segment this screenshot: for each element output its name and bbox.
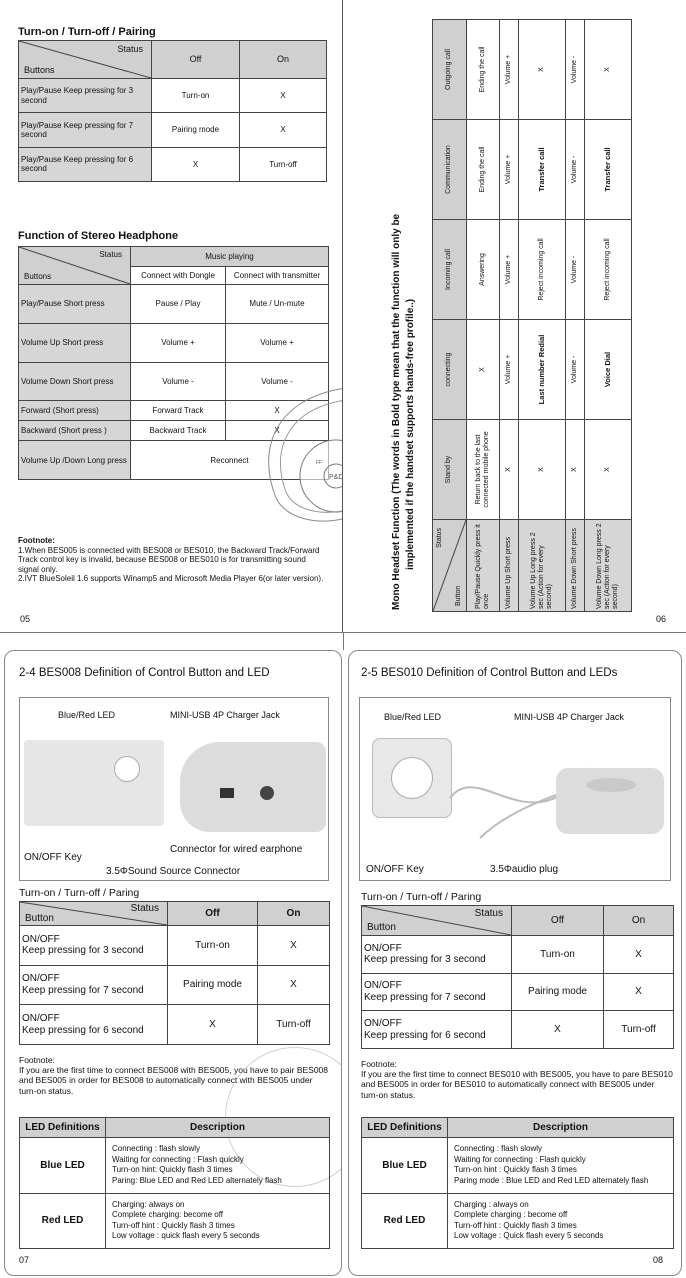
cell-transmitter: Volume - <box>226 362 329 401</box>
row-button <box>20 965 168 1005</box>
onoff-key-shape <box>114 756 140 782</box>
row-button: Play/Pause Keep pressing for 3 second <box>19 79 152 113</box>
row-button <box>362 1011 512 1049</box>
header-standby: Stand by <box>433 420 467 520</box>
mono-title-line2: implemented if the handset supports hands-free profile..) <box>404 298 416 570</box>
led-description <box>448 1193 674 1249</box>
cell-transmitter: X <box>226 421 329 441</box>
row-button: Volume Down Short press <box>565 520 584 612</box>
bes010-led-table <box>361 1117 674 1249</box>
cell: Ending the call <box>467 120 500 220</box>
row-button: Play/Pause Keep pressing for 7 second <box>19 113 152 147</box>
cell-transmitter: Volume + <box>226 323 329 362</box>
led-name: Blue LED <box>20 1138 106 1194</box>
cell-dongle: Forward Track <box>131 401 226 421</box>
led-name: Red LED <box>362 1193 448 1249</box>
led-desc-line: Connecting : flash slowly <box>112 1144 201 1154</box>
led-desc-line: Turn-off hint : Quickly flash 3 times <box>112 1220 235 1230</box>
row-line1: ON/OFF <box>22 1013 60 1025</box>
page-number: 08 <box>653 1255 664 1265</box>
led-name: Red LED <box>20 1193 106 1249</box>
row-line1: ON/OFF <box>364 1018 402 1030</box>
header-off: Off <box>168 902 258 926</box>
cell-on: X <box>604 936 674 974</box>
row-button: Play/Pause Short press <box>19 285 131 324</box>
row-line2: Keep pressing for 6 second <box>364 1029 486 1041</box>
row-line2: Keep pressing for 7 second <box>364 991 486 1003</box>
header-button: Button <box>367 921 396 933</box>
diagonal-header-cell <box>20 902 168 926</box>
header-status: Status <box>436 528 443 548</box>
cell: Volume + <box>500 220 519 320</box>
header-led-definitions: LED Definitions <box>20 1118 106 1138</box>
led-desc-line: Paring: Blue LED and Red LED alternately flash <box>112 1175 282 1185</box>
ff-label: FF <box>316 460 323 466</box>
diagonal-header-cell <box>19 41 152 79</box>
label-mini-usb: MINI-USB 4P Charger Jack <box>170 710 280 720</box>
led-desc-line: Connecting : flash slowly <box>454 1144 543 1154</box>
cell: Ending the call <box>467 20 500 120</box>
row-line2: Keep pressing for 3 second <box>22 945 144 957</box>
cell-off: Pairing mode <box>168 965 258 1005</box>
header-connecting: connecting <box>433 320 467 420</box>
row-button <box>20 1005 168 1045</box>
cell: Volume - <box>565 220 584 320</box>
cell-on: X <box>240 79 327 113</box>
pbd-label: P&D <box>329 474 344 481</box>
cell: Volume + <box>500 20 519 120</box>
page-08 <box>348 650 682 1276</box>
label-onoff-key: ON/OFF Key <box>24 852 82 863</box>
row-line1: ON/OFF <box>364 942 402 954</box>
bes008-led-table <box>19 1117 330 1249</box>
footnote <box>18 536 328 584</box>
footnote-text: If you are the first time to connect BES010 with BES005, you have to pare BES010 and BES005 in order for BES010 to automatically connect with BES005 under turn-on status. <box>361 1069 673 1100</box>
cell: Reject incoming call <box>585 220 632 320</box>
cell: Return back to the last connected mobile phone <box>467 420 500 520</box>
label-mini-usb: MINI-USB 4P Charger Jack <box>514 712 624 722</box>
header-description: Description <box>106 1118 330 1138</box>
row-button: Volume Up /Down Long press <box>19 441 131 480</box>
cell: Volume + <box>500 320 519 420</box>
led-description <box>106 1138 330 1194</box>
cell-off: Turn-on <box>512 936 604 974</box>
footnote-title: Footnote: <box>19 1055 55 1065</box>
row-line1: ON/OFF <box>22 933 60 945</box>
header-on: On <box>604 906 674 936</box>
led-desc-line: Complete charging: become off <box>112 1210 224 1220</box>
header-status: Status <box>117 44 143 54</box>
led-desc-line: Low voltage : Quick flash every 5 seconds <box>454 1231 604 1241</box>
earphone-jack-shape <box>260 786 274 800</box>
mono-table-wrapper <box>432 20 632 612</box>
cell-bold: Transfer call <box>519 120 566 220</box>
cell-off: Pairing mode <box>512 973 604 1011</box>
header-status: Status <box>474 908 503 919</box>
cell: Volume + <box>500 120 519 220</box>
cell-dongle: Volume - <box>131 362 226 401</box>
row-button: Volume Up Long press 2 sec (Action for every second) <box>519 520 566 612</box>
cell: X <box>565 420 584 520</box>
usb-jack-shape <box>220 788 234 798</box>
bes010-pairing-table <box>361 905 674 1049</box>
cell: X <box>467 320 500 420</box>
row-button: Play/Pause Keep pressing for 6 second <box>19 147 152 181</box>
cell-on: Turn-off <box>240 147 327 181</box>
row-button <box>362 936 512 974</box>
led-desc-line: Low voltage : quick flash every 5 seconds <box>112 1231 260 1241</box>
cell-on: X <box>240 113 327 147</box>
header-music-playing: Music playing <box>131 247 329 267</box>
bes008-title: 2-4 BES008 Definition of Control Button and LED <box>19 667 270 679</box>
onoff-key-shape <box>391 757 433 799</box>
page-separator-vertical <box>343 632 344 650</box>
device-side-image <box>180 742 326 832</box>
header-buttons: Buttons <box>24 64 55 75</box>
led-description <box>448 1138 674 1194</box>
cell-off: X <box>512 1011 604 1049</box>
cell-bold: Transfer call <box>585 120 632 220</box>
header-status: Status <box>99 250 122 259</box>
cell: X <box>519 20 566 120</box>
cell: X <box>519 420 566 520</box>
cell-on: X <box>258 965 330 1005</box>
page-05 <box>0 0 343 632</box>
row-button <box>362 973 512 1011</box>
pairing-table-title: Turn-on / Turn-off / Pairing <box>18 26 156 38</box>
header-led-definitions: LED Definitions <box>362 1118 448 1138</box>
page-number: 05 <box>20 614 31 624</box>
device-top-button <box>586 778 636 792</box>
row-button: Volume Up Short press <box>19 323 131 362</box>
stereo-table-title: Function of Stereo Headphone <box>18 230 179 242</box>
row-line1: ON/OFF <box>364 980 402 992</box>
cell-bold: Last number Redial <box>519 320 566 420</box>
header-dongle: Connect with Dongle <box>131 267 226 285</box>
pairing-table <box>18 40 327 182</box>
row-line2: Keep pressing for 7 second <box>22 984 144 996</box>
led-desc-line: Turn-on hint: Quickly flash 3 times <box>112 1165 233 1175</box>
footnote-title: Footnote: <box>18 536 55 545</box>
cell: X <box>585 20 632 120</box>
page-07 <box>4 650 342 1276</box>
led-desc-line: Turn-on hint : Quickly flash 3 times <box>454 1165 577 1175</box>
cell-dongle: Volume + <box>131 323 226 362</box>
header-button: Button <box>454 585 462 606</box>
cell-off: X <box>168 1005 258 1045</box>
cell-on: X <box>258 926 330 966</box>
mono-headset-table <box>432 19 632 612</box>
row-line1: ON/OFF <box>22 973 60 985</box>
header-transmitter: Connect with transmitter <box>226 267 329 285</box>
row-button: Volume Down Long press 2 sec (Action for every second) <box>585 520 632 612</box>
cell-on: Turn-off <box>258 1005 330 1045</box>
cell: Answering <box>467 220 500 320</box>
page-number: 06 <box>656 614 667 624</box>
bes008-photo <box>19 697 329 881</box>
label-audio-plug: 3.5Φaudio plug <box>490 864 559 875</box>
cell-off: Turn-on <box>168 926 258 966</box>
cell: X <box>585 420 632 520</box>
led-desc-line: Paring mode : Blue LED and Red LED alternately flash <box>454 1175 649 1185</box>
diagonal-header-cell <box>433 520 467 612</box>
header-incoming: Incoming call <box>433 220 467 320</box>
header-status: Status <box>130 903 159 914</box>
header-buttons: Buttons <box>24 271 52 281</box>
bes008-pairing-table <box>19 901 330 1045</box>
cell: X <box>500 420 519 520</box>
cell-on: Turn-off <box>604 1011 674 1049</box>
row-line2: Keep pressing for 3 second <box>364 954 486 966</box>
label-sound-source: 3.5ΦSound Source Connector <box>106 866 241 877</box>
diagonal-header-cell <box>19 247 131 285</box>
label-onoff-key: ON/OFF Key <box>366 864 424 875</box>
led-desc-line: Turn-off hint : Quickly flash 3 times <box>454 1220 577 1230</box>
cell-off: X <box>152 147 240 181</box>
row-button: Volume Down Short press <box>19 362 131 401</box>
header-off: Off <box>152 41 240 79</box>
header-button: Button <box>25 912 54 924</box>
label-blue-red-led: Blue/Red LED <box>384 712 442 722</box>
bes010-title: 2-5 BES010 Definition of Control Button and LEDs <box>361 667 618 679</box>
header-outgoing: Outgoing call <box>433 20 467 120</box>
cell: Volume - <box>565 20 584 120</box>
label-blue-red-led: Blue/Red LED <box>58 710 116 720</box>
row-button: Forward (Short press) <box>19 401 131 421</box>
footnote-title: Footnote: <box>361 1059 397 1069</box>
row-button: Volume Up Short press <box>500 520 519 612</box>
page-number: 07 <box>19 1255 30 1265</box>
header-description: Description <box>448 1118 674 1138</box>
cell-off: Pairing mode <box>152 113 240 147</box>
header-on: On <box>258 902 330 926</box>
led-desc-line: Waiting for connecting : Flash quickly <box>112 1154 244 1164</box>
bes008-turnon-title: Turn-on / Turn-off / Paring <box>19 887 140 899</box>
led-desc-line: Charging: always on <box>112 1199 185 1209</box>
cell: Volume - <box>565 320 584 420</box>
led-description <box>106 1193 330 1249</box>
cell-off: Turn-on <box>152 79 240 113</box>
row-button: Play/Pause Quickly press it once <box>467 520 500 612</box>
cell-transmitter: X <box>226 401 329 421</box>
cell-dongle: Pause / Play <box>131 285 226 324</box>
cell-on: X <box>604 973 674 1011</box>
device-front-image <box>24 740 164 826</box>
header-on: On <box>240 41 327 79</box>
row-line2: Keep pressing for 6 second <box>22 1024 144 1036</box>
led-desc-line: Waiting for connecting : Flash quickly <box>454 1154 586 1164</box>
led-desc-line: Complete charging : become off <box>454 1210 568 1220</box>
headphone-illustration <box>236 378 343 528</box>
footnote-text: If you are the first time to connect BES008 with BES005, you have to pair BES008 and BES005 in order for BES008 to automatically connect with BES005 under turn-on status. <box>19 1065 329 1096</box>
led-desc-line: Charging : always on <box>454 1199 529 1209</box>
label-connector: Connector for wired earphone <box>170 844 303 855</box>
cell: Volume - <box>565 120 584 220</box>
cell-reconnect: Reconnect <box>131 441 329 480</box>
cell-dongle: Backward Track <box>131 421 226 441</box>
cell: Reject incoming call <box>519 220 566 320</box>
bes010-photo <box>359 697 671 881</box>
header-off: Off <box>512 906 604 936</box>
bes010-footnote <box>361 1059 673 1100</box>
row-button <box>20 926 168 966</box>
footnote-2: 2.IVT BlueSoleil 1.6 supports Winamp5 and Microsoft Media Player 6(or later version). <box>18 574 324 584</box>
cell-transmitter: Mute / Un-mute <box>226 285 329 324</box>
cell-bold: Voice Dial <box>585 320 632 420</box>
row-button: Backward (Short press ) <box>19 421 131 441</box>
page-06 <box>344 0 686 632</box>
diagonal-header-cell <box>362 906 512 936</box>
bes010-turnon-title: Turn-on / Turn-off / Paring <box>361 891 482 903</box>
mono-headset-title <box>390 10 417 610</box>
header-communication: Communication <box>433 120 467 220</box>
mono-title-line1: Mono Headset Function (The words in Bold type mean that the function will only be <box>391 213 402 610</box>
footnote-1: 1.When BES005 is connected with BES008 or BES010, the Backward Track/Forward Track control key is invalid, because BES008 or BES010 is for transmitting sound signal only. <box>18 545 320 574</box>
led-name: Blue LED <box>362 1138 448 1194</box>
device-side-image <box>556 768 664 834</box>
